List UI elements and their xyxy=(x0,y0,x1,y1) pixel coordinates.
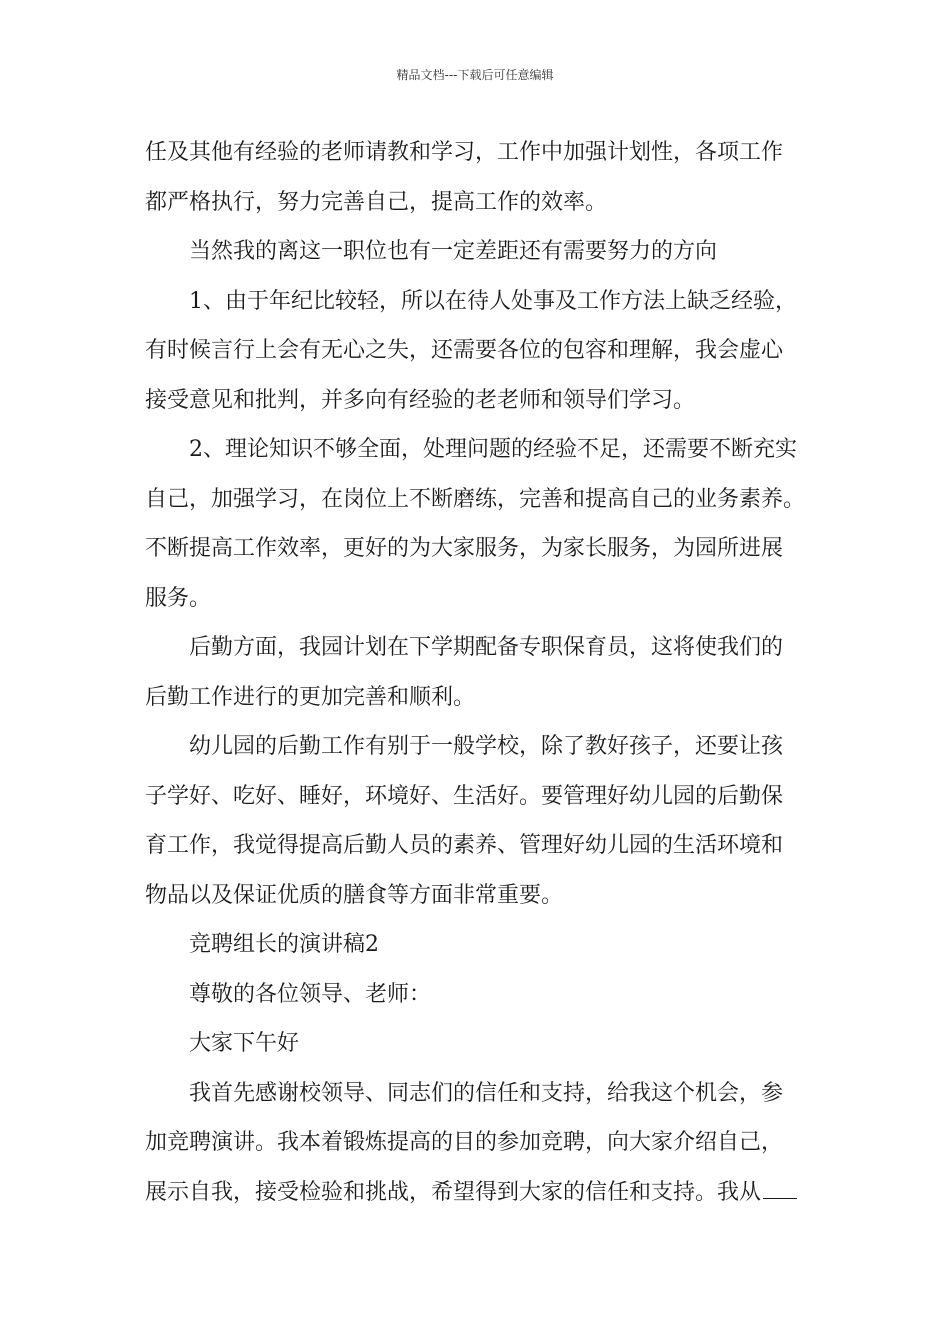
section-title: 竞聘组长的演讲稿2 xyxy=(189,932,379,957)
text-line: 当然我的离这一职位也有一定差距还有需要努力的方向 xyxy=(189,239,718,264)
salutation: 尊敬的各位领导、老师： xyxy=(189,981,432,1007)
text-line: 我首先感谢校领导、同志们的信任和支持，给我这个机会，参 xyxy=(189,1080,784,1106)
text-line-content: 展示自我，接受检验和挑战，希望得到大家的信任和支持。我从 xyxy=(145,1179,762,1205)
text-line: 2、理论知识不够全面，处理问题的经验不足，还需要不断充实 xyxy=(189,437,797,462)
page-header: 精品文档---下载后可任意编辑 xyxy=(396,68,554,82)
text-line: 后勤方面，我园计划在下学期配备专职保育员，这将使我们的 xyxy=(189,635,784,660)
document-body xyxy=(145,128,825,1217)
text-line: 服务。 xyxy=(145,585,212,611)
text-line: 加竞聘演讲。我本着锻炼提高的目的参加竞聘，向大家介绍自己， xyxy=(145,1130,784,1155)
text-line: 育工作，我觉得提高后勤人员的素养、管理好幼儿园的生活环境和 xyxy=(145,833,784,858)
text-line: 1、由于年纪比较轻，所以在待人处事及工作方法上缺乏经验， xyxy=(189,288,797,314)
text-line: 后勤工作进行的更加完善和顺利。 xyxy=(145,684,476,710)
blank-underline xyxy=(763,1178,797,1199)
text-line: 物品以及保证优质的膳食等方面非常重要。 xyxy=(145,882,564,908)
text-line: 幼儿园的后勤工作有别于一般学校，除了教好孩子，还要让孩 xyxy=(189,734,784,759)
text-line: 有时候言行上会有无心之失，还需要各位的包容和理解，我会虚心 xyxy=(145,338,784,363)
last-text-line xyxy=(145,1168,825,1218)
text-line: 接受意见和批判，并多向有经验的老老师和领导们学习。 xyxy=(145,387,696,413)
text-line: 都严格执行，努力完善自己，提高工作的效率。 xyxy=(145,189,608,215)
text-line: 任及其他有经验的老师请教和学习，工作中加强计划性，各项工作 xyxy=(145,140,784,165)
text-line: 子学好、吃好、睡好，环境好、生活好。要管理好幼儿园的后勤保 xyxy=(145,783,784,809)
text-line: 自己，加强学习，在岗位上不断磨练，完善和提高自己的业务素养。 xyxy=(145,486,806,512)
greeting: 大家下午好 xyxy=(189,1031,300,1056)
text-line: 不断提高工作效率，更好的为大家服务，为家长服务，为园所进展 xyxy=(145,536,784,561)
